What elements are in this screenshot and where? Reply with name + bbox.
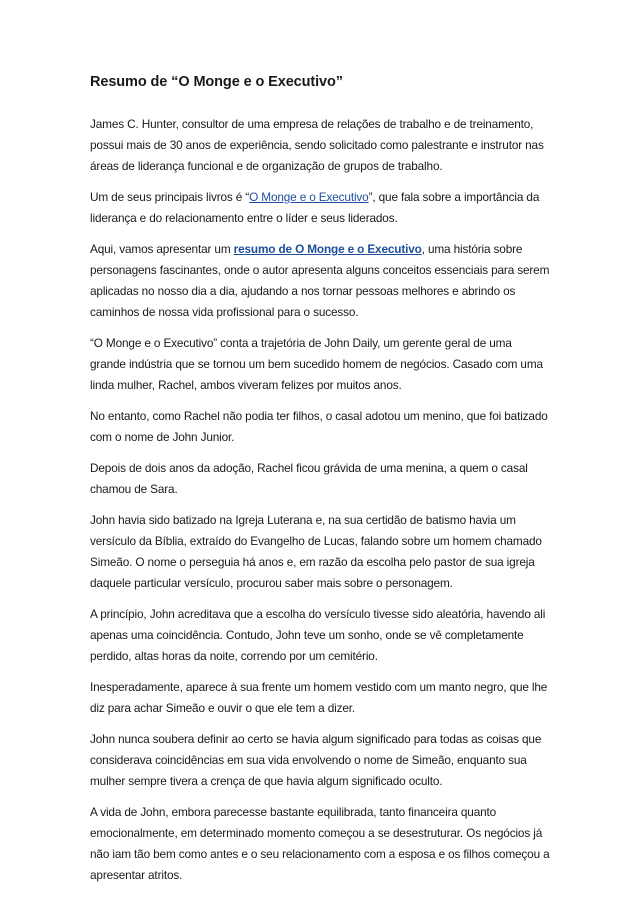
paragraph-baptism: John havia sido batizado na Igreja Luterana e, na sua certidão de batismo havia um versículo da Bíblia, extraído do Evangelho de Lucas, falando sobre um homem chamado Simeão. O nome o perseguia há anos e, em razão da escolha pelo pastor de sua igreja daquele particular versículo, procurou saber mais sobre o personagem. [90,513,542,590]
document-page [90,72,550,896]
paragraph-text: Um de seus principais livros é “ [90,190,250,204]
paragraph-sara: Depois de dois anos da adoção, Rachel ficou grávida de uma menina, a quem o casal chamou de Sara. [90,461,528,496]
paragraph-life-unravels: A vida de John, embora parecesse bastante equilibrada, tanto financeira quanto emocionalmente, em determinado momento começou a se desestruturar. Os negócios já não iam tão bem como antes e o seu relacionamento com a esposa e os filhos começou a apresentar atritos. [90,805,550,882]
paragraph-john-daily: “O Monge e o Executivo” conta a trajetória de John Daily, um gerente geral de uma grande indústria que se tornou um bem sucedido homem de negócios. Casado com uma linda mulher, Rachel, ambos viveram felizes por muitos anos. [90,336,543,392]
paragraph-text: , uma história sobre personagens fascinantes, onde o autor apresenta alguns conceitos essenciais para serem aplicadas no nosso dia a dia, ajudando a nos tornar pessoas melhores e abrindo os caminhos de nossa vida profissional para o sucesso. [90,242,550,319]
paragraph-coincidences: John nunca soubera definir ao certo se havia algum significado para todas as coisas que considerava coincidências em sua vida envolvendo o nome de Simeão, enquanto sua mulher sempre tivera a crença de que havia algum significado oculto. [90,732,542,788]
document-title: Resumo de “O Monge e o Executivo” [90,74,343,90]
summary-link[interactable]: resumo de O Monge e o Executivo [233,242,422,256]
paragraph-adoption: No entanto, como Rachel não podia ter filhos, o casal adotou um menino, que foi batizado com o nome de John Junior. [90,409,548,444]
book-title-link[interactable]: O Monge e o Executivo [249,190,369,204]
paragraph-text: Aqui, vamos apresentar um [90,242,234,256]
paragraph-summary-intro [90,239,550,323]
paragraph-dream: A princípio, John acreditava que a escolha do versículo tivesse sido aleatória, havendo ali apenas uma coincidência. Contudo, John teve um sonho, onde se vê completamente perdido, altas horas da noite, correndo por um cemitério. [90,607,546,663]
paragraph-dark-figure: Inesperadamente, aparece à sua frente um homem vestido com um manto negro, que lhe diz para achar Simeão e ouvir o que ele tem a dizer. [90,680,548,715]
paragraph-main-book [90,187,550,229]
paragraph-text: ”, que fala sobre a importância da liderança e do relacionamento entre o líder e seus liderados. [90,190,540,225]
paragraph-author-intro: James C. Hunter, consultor de uma empresa de relações de trabalho e de treinamento, possui mais de 30 anos de experiência, sendo solicitado como palestrante e instrutor nas áreas de liderança funcional e de organização de grupos de trabalho. [90,117,544,173]
